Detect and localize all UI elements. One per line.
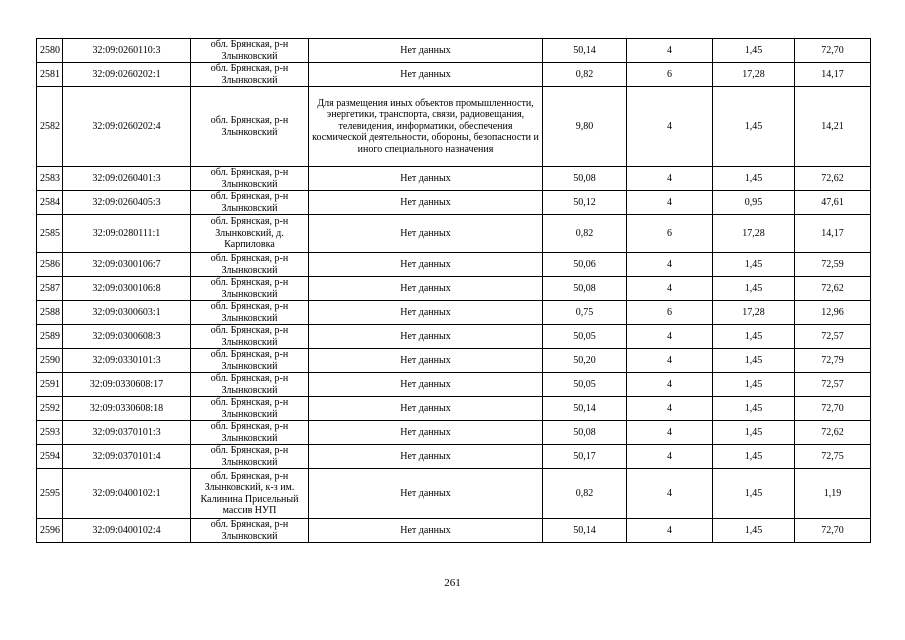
page-number: 261	[444, 577, 461, 589]
address: обл. Брянская, р-н Злынковский	[191, 325, 309, 349]
row-number: 2596	[37, 519, 63, 543]
rate-value: 17,28	[713, 63, 795, 87]
rate-value: 1,45	[713, 469, 795, 519]
row-number: 2588	[37, 301, 63, 325]
total-value: 72,57	[795, 373, 871, 397]
cadastral-number: 32:09:0300608:3	[63, 325, 191, 349]
category-value: 4	[627, 253, 713, 277]
row-number: 2582	[37, 87, 63, 167]
permitted-use: Нет данных	[309, 373, 543, 397]
table-row	[37, 253, 871, 277]
cadastral-number: 32:09:0260202:1	[63, 63, 191, 87]
area-value: 50,05	[543, 373, 627, 397]
category-value: 4	[627, 397, 713, 421]
table-row	[37, 277, 871, 301]
table-row	[37, 191, 871, 215]
land-registry-table	[36, 38, 871, 543]
row-number: 2594	[37, 445, 63, 469]
table-row	[37, 445, 871, 469]
total-value: 72,59	[795, 253, 871, 277]
rate-value: 1,45	[713, 277, 795, 301]
address: обл. Брянская, р-н Злынковский	[191, 519, 309, 543]
permitted-use: Нет данных	[309, 301, 543, 325]
cadastral-number: 32:09:0260405:3	[63, 191, 191, 215]
category-value: 4	[627, 519, 713, 543]
address: обл. Брянская, р-н Злынковский	[191, 39, 309, 63]
table-row	[37, 39, 871, 63]
cadastral-number: 32:09:0300603:1	[63, 301, 191, 325]
permitted-use: Нет данных	[309, 397, 543, 421]
row-number: 2595	[37, 469, 63, 519]
rate-value: 1,45	[713, 519, 795, 543]
cadastral-number: 32:09:0370101:4	[63, 445, 191, 469]
address: обл. Брянская, р-н Злынковский, к-з им. Калинина Присельный массив НУП	[191, 469, 309, 519]
category-value: 4	[627, 191, 713, 215]
rate-value: 1,45	[713, 325, 795, 349]
total-value: 12,96	[795, 301, 871, 325]
row-number: 2589	[37, 325, 63, 349]
total-value: 72,79	[795, 349, 871, 373]
cadastral-number: 32:09:0300106:8	[63, 277, 191, 301]
rate-value: 17,28	[713, 215, 795, 253]
area-value: 50,05	[543, 325, 627, 349]
cadastral-number: 32:09:0280111:1	[63, 215, 191, 253]
address: обл. Брянская, р-н Злынковский	[191, 397, 309, 421]
permitted-use: Для размещения иных объектов промышленности, энергетики, транспорта, связи, радиовещания, телевидения, информатики, обеспечения космической деятельности, обороны, безопасности и иного специального назначения	[309, 87, 543, 167]
rate-value: 1,45	[713, 349, 795, 373]
total-value: 14,17	[795, 215, 871, 253]
rate-value: 17,28	[713, 301, 795, 325]
total-value: 14,17	[795, 63, 871, 87]
table-row	[37, 397, 871, 421]
cadastral-number: 32:09:0260401:3	[63, 167, 191, 191]
total-value: 1,19	[795, 469, 871, 519]
permitted-use: Нет данных	[309, 63, 543, 87]
category-value: 4	[627, 445, 713, 469]
table-row	[37, 421, 871, 445]
table-row	[37, 167, 871, 191]
table-row	[37, 373, 871, 397]
row-number: 2581	[37, 63, 63, 87]
category-value: 6	[627, 63, 713, 87]
permitted-use: Нет данных	[309, 349, 543, 373]
address: обл. Брянская, р-н Злынковский	[191, 87, 309, 167]
area-value: 50,20	[543, 349, 627, 373]
cadastral-number: 32:09:0330608:18	[63, 397, 191, 421]
table-row	[37, 87, 871, 167]
category-value: 4	[627, 421, 713, 445]
address: обл. Брянская, р-н Злынковский	[191, 445, 309, 469]
permitted-use: Нет данных	[309, 253, 543, 277]
rate-value: 1,45	[713, 373, 795, 397]
rate-value: 1,45	[713, 253, 795, 277]
area-value: 0,82	[543, 469, 627, 519]
cadastral-number: 32:09:0400102:4	[63, 519, 191, 543]
table-row	[37, 325, 871, 349]
rate-value: 1,45	[713, 39, 795, 63]
address: обл. Брянская, р-н Злынковский	[191, 63, 309, 87]
category-value: 6	[627, 301, 713, 325]
permitted-use: Нет данных	[309, 191, 543, 215]
row-number: 2580	[37, 39, 63, 63]
total-value: 72,70	[795, 519, 871, 543]
area-value: 0,82	[543, 63, 627, 87]
row-number: 2583	[37, 167, 63, 191]
category-value: 4	[627, 349, 713, 373]
permitted-use: Нет данных	[309, 469, 543, 519]
row-number: 2591	[37, 373, 63, 397]
row-number: 2584	[37, 191, 63, 215]
permitted-use: Нет данных	[309, 421, 543, 445]
category-value: 6	[627, 215, 713, 253]
cadastral-number: 32:09:0330608:17	[63, 373, 191, 397]
permitted-use: Нет данных	[309, 39, 543, 63]
category-value: 4	[627, 87, 713, 167]
total-value: 14,21	[795, 87, 871, 167]
address: обл. Брянская, р-н Злынковский	[191, 167, 309, 191]
table-row	[37, 215, 871, 253]
category-value: 4	[627, 373, 713, 397]
category-value: 4	[627, 39, 713, 63]
area-value: 50,14	[543, 397, 627, 421]
permitted-use: Нет данных	[309, 277, 543, 301]
category-value: 4	[627, 167, 713, 191]
area-value: 50,08	[543, 421, 627, 445]
row-number: 2585	[37, 215, 63, 253]
address: обл. Брянская, р-н Злынковский	[191, 191, 309, 215]
area-value: 50,08	[543, 277, 627, 301]
table-row	[37, 349, 871, 373]
area-value: 50,17	[543, 445, 627, 469]
address: обл. Брянская, р-н Злынковский	[191, 421, 309, 445]
area-value: 0,82	[543, 215, 627, 253]
row-number: 2593	[37, 421, 63, 445]
rate-value: 1,45	[713, 87, 795, 167]
category-value: 4	[627, 277, 713, 301]
area-value: 9,80	[543, 87, 627, 167]
cadastral-number: 32:09:0260110:3	[63, 39, 191, 63]
row-number: 2586	[37, 253, 63, 277]
permitted-use: Нет данных	[309, 519, 543, 543]
cadastral-number: 32:09:0370101:3	[63, 421, 191, 445]
rate-value: 1,45	[713, 397, 795, 421]
address: обл. Брянская, р-н Злынковский, д. Карпиловка	[191, 215, 309, 253]
area-value: 50,14	[543, 519, 627, 543]
category-value: 4	[627, 325, 713, 349]
cadastral-number: 32:09:0300106:7	[63, 253, 191, 277]
rate-value: 1,45	[713, 445, 795, 469]
total-value: 72,62	[795, 167, 871, 191]
table-row	[37, 469, 871, 519]
permitted-use: Нет данных	[309, 215, 543, 253]
total-value: 72,70	[795, 397, 871, 421]
total-value: 72,62	[795, 421, 871, 445]
total-value: 47,61	[795, 191, 871, 215]
permitted-use: Нет данных	[309, 325, 543, 349]
permitted-use: Нет данных	[309, 445, 543, 469]
category-value: 4	[627, 469, 713, 519]
cadastral-number: 32:09:0400102:1	[63, 469, 191, 519]
row-number: 2590	[37, 349, 63, 373]
rate-value: 1,45	[713, 421, 795, 445]
area-value: 50,12	[543, 191, 627, 215]
cadastral-number: 32:09:0260202:4	[63, 87, 191, 167]
address: обл. Брянская, р-н Злынковский	[191, 349, 309, 373]
rate-value: 0,95	[713, 191, 795, 215]
address: обл. Брянская, р-н Злынковский	[191, 253, 309, 277]
cadastral-number: 32:09:0330101:3	[63, 349, 191, 373]
address: обл. Брянская, р-н Злынковский	[191, 373, 309, 397]
table-row	[37, 63, 871, 87]
rate-value: 1,45	[713, 167, 795, 191]
area-value: 50,08	[543, 167, 627, 191]
total-value: 72,70	[795, 39, 871, 63]
total-value: 72,75	[795, 445, 871, 469]
address: обл. Брянская, р-н Злынковский	[191, 277, 309, 301]
address: обл. Брянская, р-н Злынковский	[191, 301, 309, 325]
area-value: 50,14	[543, 39, 627, 63]
row-number: 2592	[37, 397, 63, 421]
table-body	[37, 39, 871, 543]
row-number: 2587	[37, 277, 63, 301]
permitted-use: Нет данных	[309, 167, 543, 191]
area-value: 50,06	[543, 253, 627, 277]
table-row	[37, 301, 871, 325]
area-value: 0,75	[543, 301, 627, 325]
table-row	[37, 519, 871, 543]
total-value: 72,57	[795, 325, 871, 349]
total-value: 72,62	[795, 277, 871, 301]
